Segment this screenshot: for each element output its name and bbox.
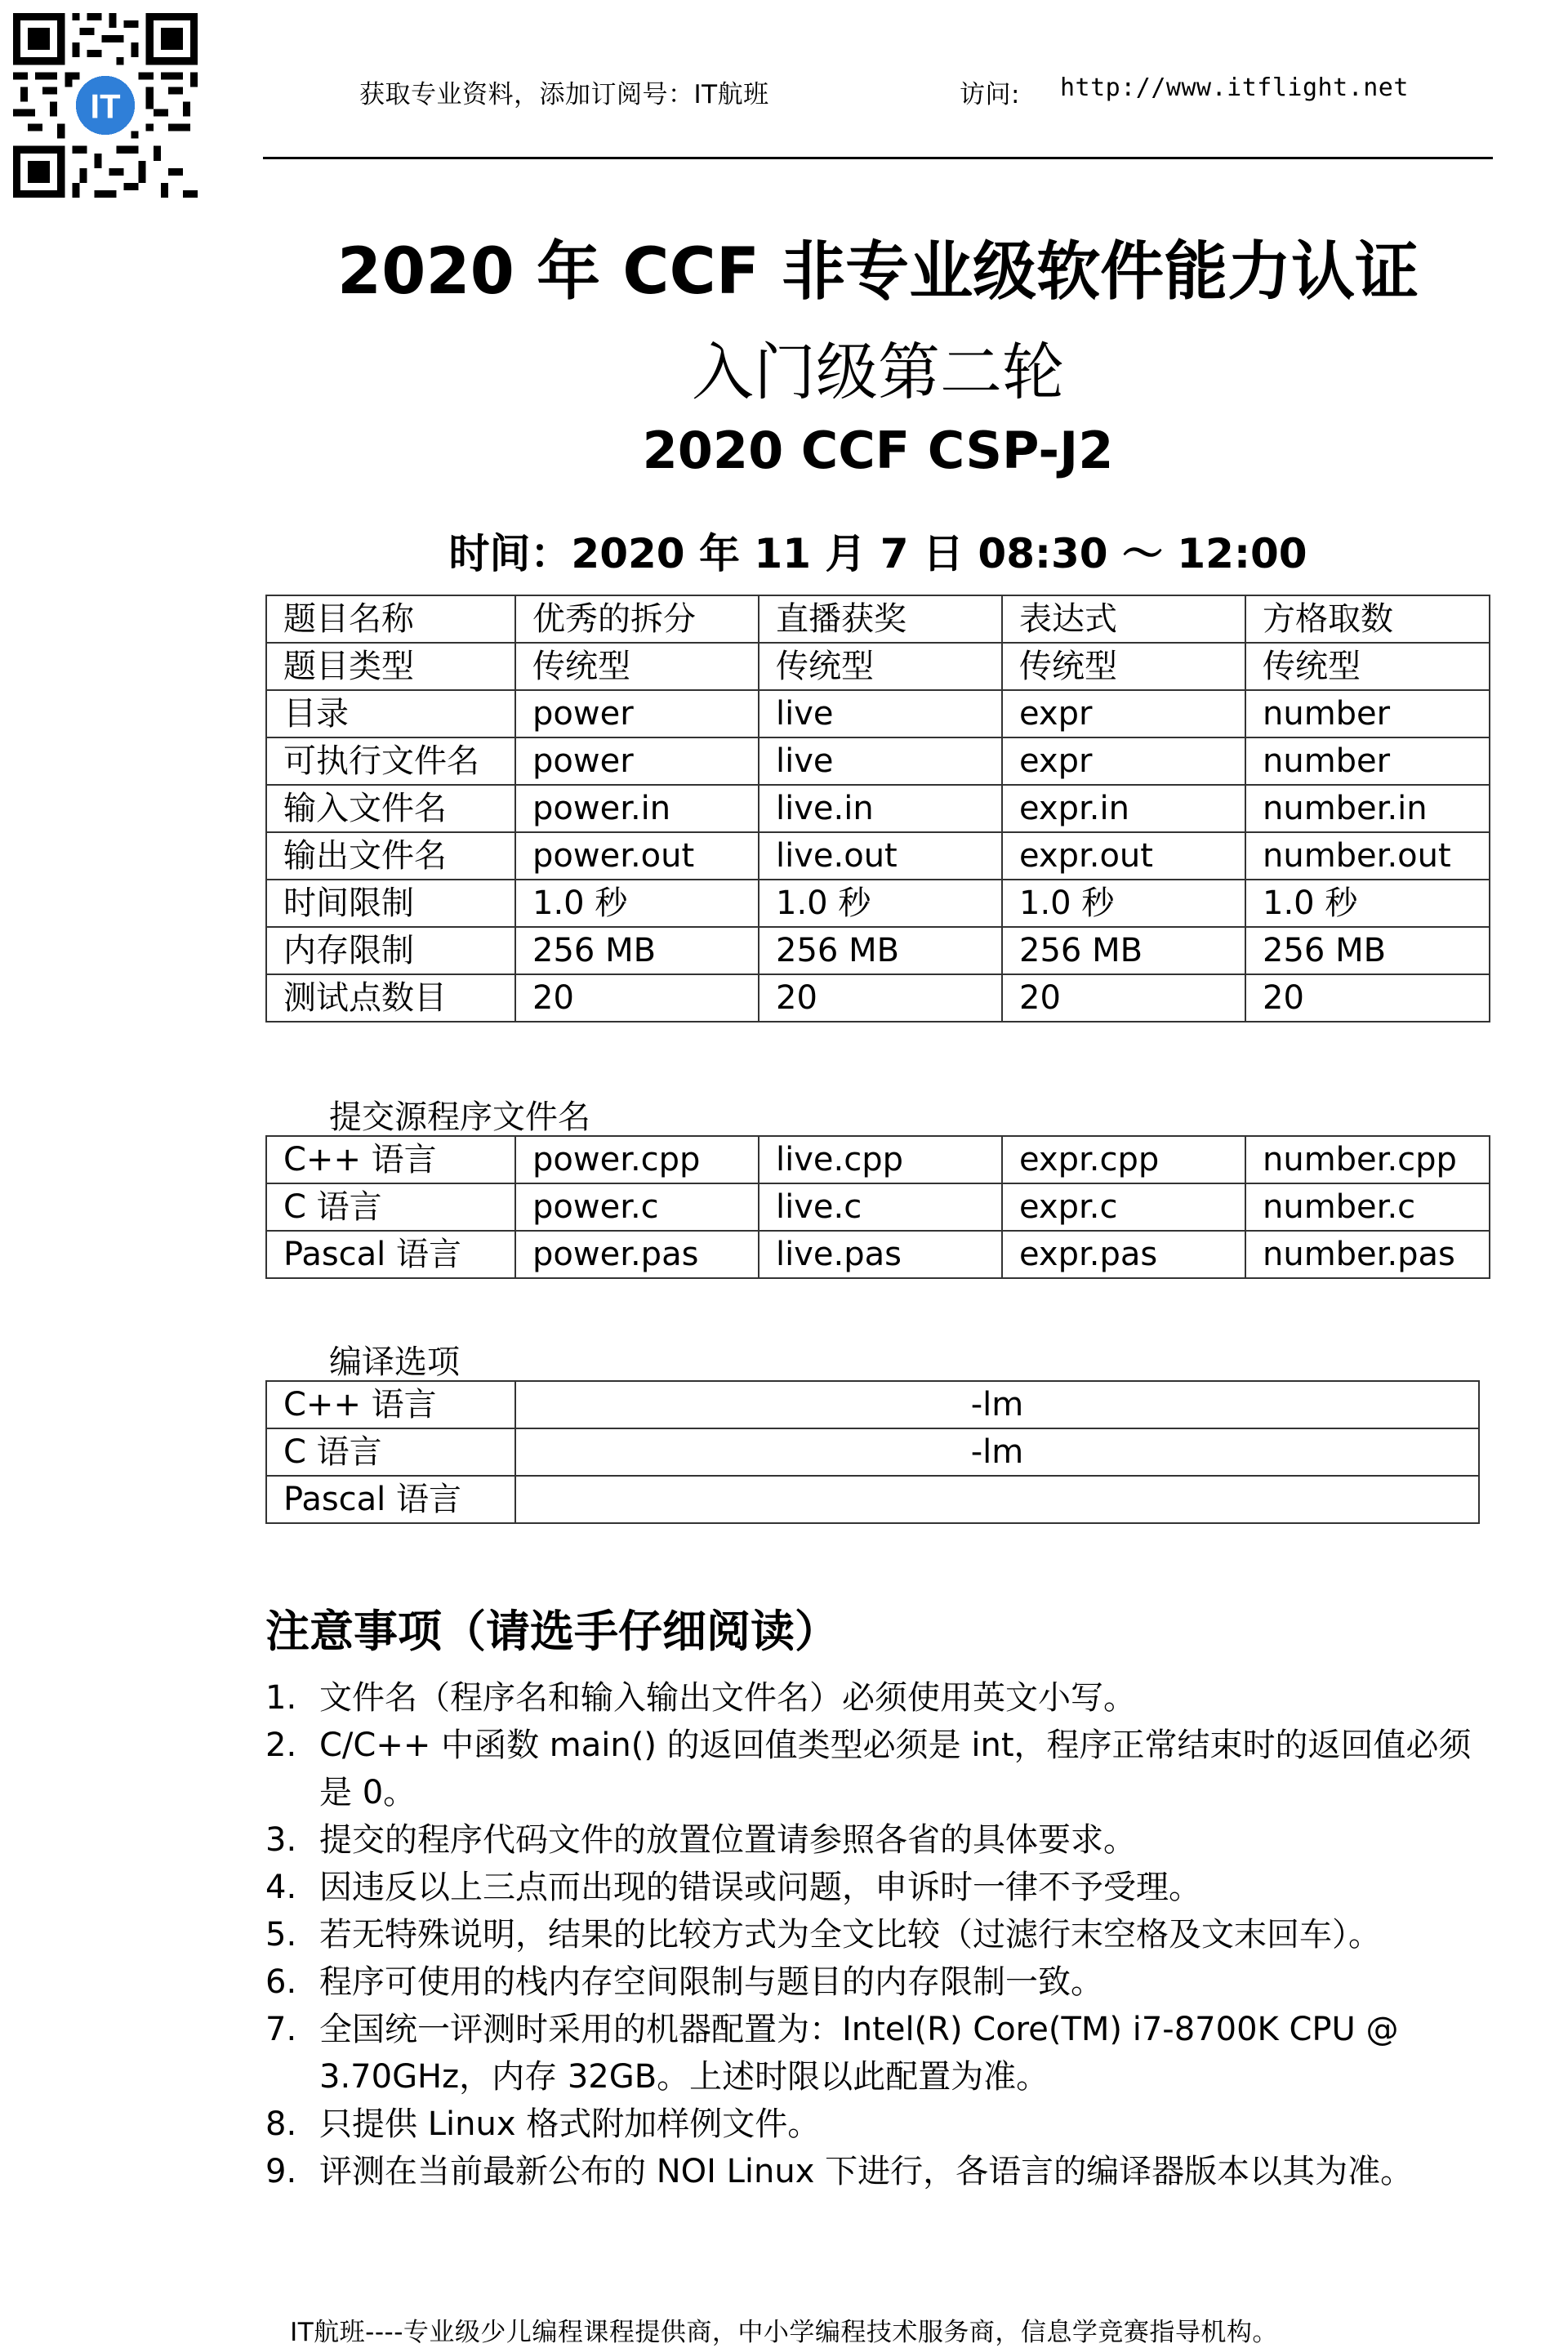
table-row — [266, 1476, 1479, 1523]
table-cell: number.c — [1245, 1183, 1490, 1231]
row-header-cell: 题目名称 — [266, 595, 515, 643]
table-row — [266, 1381, 1479, 1428]
table-cell: expr.cpp — [1002, 1136, 1245, 1183]
table-cell: number.out — [1245, 832, 1490, 880]
table-cell: 20 — [1002, 974, 1245, 1022]
table-row — [266, 927, 1490, 974]
row-header-cell: 输出文件名 — [266, 832, 515, 880]
table-cell: 20 — [1245, 974, 1490, 1022]
table-cell: 256 MB — [1245, 927, 1490, 974]
list-item-text: 文件名（程序名和输入输出文件名）必须使用英文小写。 — [319, 1679, 1136, 1717]
table-row — [266, 595, 1490, 643]
table-cell: 20 — [515, 974, 759, 1022]
table-cell: number.cpp — [1245, 1136, 1490, 1183]
list-item — [265, 2006, 1490, 2101]
row-header-cell: C 语言 — [266, 1183, 515, 1231]
table-cell — [515, 1476, 1479, 1523]
list-item-text: 只提供 Linux 格式附加样例文件。 — [319, 2105, 821, 2143]
table-cell: 直播获奖 — [759, 595, 1002, 643]
page-title: 2020 年 CCF 非专业级软件能力认证 — [336, 235, 1419, 309]
list-item-number: 4. — [265, 1869, 297, 1906]
source-files-table — [265, 1135, 1490, 1279]
table-cell: -lm — [515, 1428, 1479, 1476]
row-header-cell: 输入文件名 — [266, 785, 515, 832]
table-cell: 优秀的拆分 — [515, 595, 759, 643]
list-item-number: 2. — [265, 1726, 297, 1764]
table-cell: expr — [1002, 690, 1245, 737]
row-header-cell: C++ 语言 — [266, 1136, 515, 1183]
table-cell: number.in — [1245, 785, 1490, 832]
table-cell: 传统型 — [759, 643, 1002, 690]
table-cell: 1.0 秒 — [759, 880, 1002, 927]
table-cell: live.in — [759, 785, 1002, 832]
table-row — [266, 785, 1490, 832]
row-header-cell: 可执行文件名 — [266, 737, 515, 785]
row-header-cell: 目录 — [266, 690, 515, 737]
list-item-text: 提交的程序代码文件的放置位置请参照各省的具体要求。 — [319, 1821, 1136, 1859]
table-cell: power.pas — [515, 1231, 759, 1278]
list-item-text: C/C++ 中函数 main() 的返回值类型必须是 int，程序正常结束时的返回值必须是 0。 — [319, 1726, 1472, 1811]
table-cell: live.cpp — [759, 1136, 1002, 1183]
table-cell: 256 MB — [1002, 927, 1245, 974]
contest-code: 2020 CCF CSP-J2 — [642, 421, 1114, 480]
contest-time: 时间：2020 年 11 月 7 日 08:30 ～ 12:00 — [448, 530, 1307, 577]
table-cell: expr.c — [1002, 1183, 1245, 1231]
header-visit-label: 访问: — [960, 80, 1020, 109]
list-item-number: 6. — [265, 1963, 297, 2001]
list-item — [265, 2148, 1490, 2195]
table-cell: live — [759, 690, 1002, 737]
row-header-cell: C++ 语言 — [266, 1381, 515, 1428]
table-cell: 传统型 — [515, 643, 759, 690]
table-row — [266, 737, 1490, 785]
table-cell: live.out — [759, 832, 1002, 880]
table-row — [266, 1428, 1479, 1476]
problems-table — [265, 595, 1490, 1023]
list-item-number: 8. — [265, 2105, 297, 2143]
table-cell: 1.0 秒 — [515, 880, 759, 927]
header-url-link[interactable]: http://www.itflight.net — [1060, 74, 1409, 102]
table-cell: power.cpp — [515, 1136, 759, 1183]
table-cell: power — [515, 690, 759, 737]
table-cell: live — [759, 737, 1002, 785]
list-item-number: 1. — [265, 1679, 297, 1717]
list-item-number: 5. — [265, 1916, 297, 1954]
table-cell: 256 MB — [759, 927, 1002, 974]
table-cell: 1.0 秒 — [1002, 880, 1245, 927]
qr-logo-text: IT — [90, 87, 121, 126]
table-row — [266, 1231, 1490, 1278]
table-cell: expr.out — [1002, 832, 1245, 880]
list-item-number: 3. — [265, 1821, 297, 1859]
list-item-text: 评测在当前最新公布的 NOI Linux 下进行，各语言的编译器版本以其为准。 — [319, 2153, 1414, 2190]
list-item — [265, 1674, 1490, 1722]
table-cell: expr.pas — [1002, 1231, 1245, 1278]
table-row — [266, 1136, 1490, 1183]
list-item-text: 全国统一评测时采用的机器配置为：Intel(R) Core(TM) i7-8700K CPU @ 3.70GHz，内存 32GB。上述时限以此配置为准。 — [319, 2011, 1399, 2096]
list-item — [265, 1911, 1490, 1958]
table-cell: 256 MB — [515, 927, 759, 974]
row-header-cell: 题目类型 — [266, 643, 515, 690]
row-header-cell: C 语言 — [266, 1428, 515, 1476]
row-header-cell: 内存限制 — [266, 927, 515, 974]
qr-code — [13, 13, 198, 198]
table-cell: 20 — [759, 974, 1002, 1022]
table-cell: 表达式 — [1002, 595, 1245, 643]
table-cell: 1.0 秒 — [1245, 880, 1490, 927]
page-subtitle: 入门级第二轮 — [692, 336, 1064, 408]
table-cell: 方格取数 — [1245, 595, 1490, 643]
header-subscribe-text: 获取专业资料，添加订阅号：IT航班 — [359, 80, 769, 109]
list-item — [265, 1864, 1490, 1911]
row-header-cell: Pascal 语言 — [266, 1231, 515, 1278]
list-item-text: 程序可使用的栈内存空间限制与题目的内存限制一致。 — [319, 1963, 1103, 2001]
table-row — [266, 974, 1490, 1022]
table-row — [266, 643, 1490, 690]
table-cell: 传统型 — [1002, 643, 1245, 690]
table-cell: number — [1245, 737, 1490, 785]
compile-options-table — [265, 1380, 1480, 1524]
row-header-cell: 测试点数目 — [266, 974, 515, 1022]
table-cell: power.in — [515, 785, 759, 832]
list-item — [265, 1816, 1490, 1864]
table-cell: power.out — [515, 832, 759, 880]
row-header-cell: Pascal 语言 — [266, 1476, 515, 1523]
table-row — [266, 1183, 1490, 1231]
table-row — [266, 880, 1490, 927]
table-cell: power.c — [515, 1183, 759, 1231]
table-cell: live.pas — [759, 1231, 1002, 1278]
table-cell: power — [515, 737, 759, 785]
notes-list — [265, 1674, 1490, 2195]
list-item — [265, 2101, 1490, 2148]
table-row — [266, 690, 1490, 737]
footer-text: IT航班----专业级少儿编程课程提供商，中小学编程技术服务商，信息学竞赛指导机构。 — [290, 2318, 1278, 2347]
table-row — [266, 832, 1490, 880]
table-cell: expr — [1002, 737, 1245, 785]
table-cell: live.c — [759, 1183, 1002, 1231]
list-item — [265, 1958, 1490, 2006]
table-cell: 传统型 — [1245, 643, 1490, 690]
table-cell: expr.in — [1002, 785, 1245, 832]
table-cell: number.pas — [1245, 1231, 1490, 1278]
row-header-cell: 时间限制 — [266, 880, 515, 927]
notes-title: 注意事项（请选手仔细阅读） — [265, 1606, 839, 1657]
header-divider — [263, 157, 1493, 159]
compile-options-caption: 编译选项 — [329, 1343, 460, 1381]
list-item-text: 若无特殊说明，结果的比较方式为全文比较（过滤行末空格及文末回车）。 — [319, 1916, 1381, 1954]
list-item-number: 9. — [265, 2153, 297, 2190]
table-cell: number — [1245, 690, 1490, 737]
source-files-caption: 提交源程序文件名 — [329, 1098, 590, 1136]
list-item — [265, 1722, 1490, 1816]
list-item-number: 7. — [265, 2011, 297, 2048]
table-cell: -lm — [515, 1381, 1479, 1428]
list-item-text: 因违反以上三点而出现的错误或问题，申诉时一律不予受理。 — [319, 1869, 1201, 1906]
